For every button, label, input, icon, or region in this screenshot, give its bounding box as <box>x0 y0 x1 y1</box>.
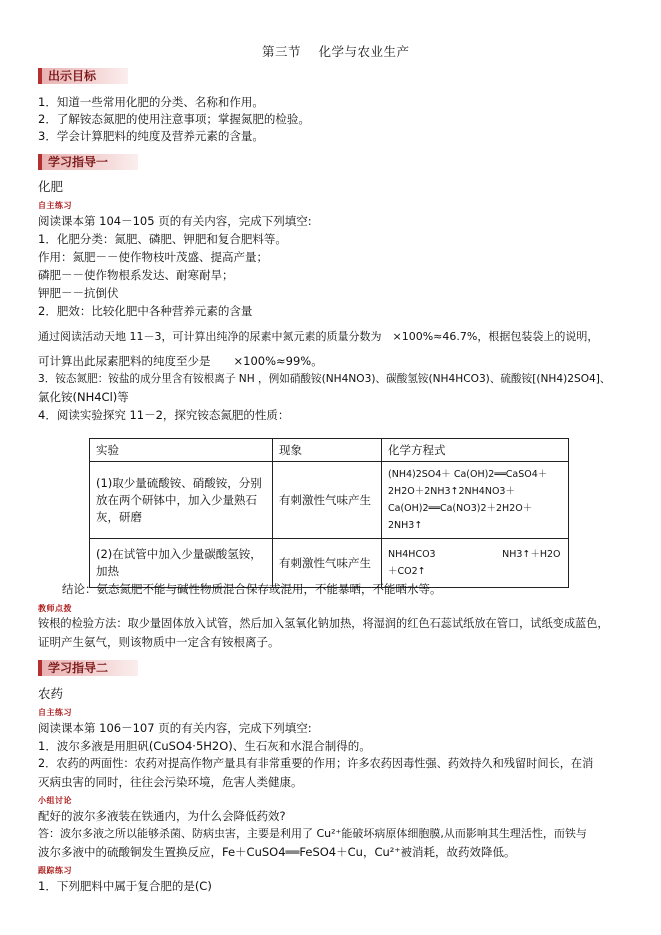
page-title: 第三节 化学与农业生产 <box>262 44 410 59</box>
tip-line-0: 铵根的检验方法：取少量固体放入试管，然后加入氢氧化钠加热，将湿润的红色石蕊试纸放在管口，试纸变成蓝色， <box>38 617 609 630</box>
conclusion: 结论：氨态氮肥不能与碱性物质混合保存或混用，不能暴晒，不能晒水等。 <box>62 582 442 596</box>
s1-line-0: 阅读课本第 104－105 页的有关内容，完成下列填空: <box>38 214 312 228</box>
tag-group-discuss: 小组讨论 <box>38 796 72 805</box>
tag-self-study-2: 自主练习 <box>38 708 72 717</box>
cell-equation: (NH4)2SO4＋ Ca(OH)2══CaSO4＋2H2O＋2NH3↑2NH4NO3＋Ca(OH)2══Ca(NO3)2＋2H2O＋2NH3↑ <box>382 462 569 539</box>
goal-1: 1．知道一些常用化肥的分类、名称和作用。 <box>38 95 264 109</box>
table-header: 现象 <box>273 439 382 462</box>
s2-line-0: 阅读课本第 106－107 页的有关内容，完成下列填空: <box>38 721 312 735</box>
cell-experiment: (2)在试管中加入少量碳酸氢铵，加热 <box>90 539 273 588</box>
table-header: 化学方程式 <box>382 439 569 462</box>
section2-heading: 农药 <box>38 686 64 701</box>
s1-line-4: 钾肥－－抗倒伏 <box>38 286 119 300</box>
s2-line-3: 灭病虫害的同时，往往会污染环境，危害人类健康。 <box>38 775 303 789</box>
table-row <box>90 539 569 588</box>
discussion-answer-0: 答：波尔多液之所以能够杀菌、防病虫害，主要是利用了 Cu²⁺能破坏病原体细胞膜,从而影响其生理活性，而铁与 <box>38 827 587 840</box>
table-header-row <box>90 439 569 462</box>
s2-line-1: 1．波尔多液是用胆矾(CuSO4·5H2O)、生石灰和水混合制得的。 <box>38 739 371 753</box>
s1-line-9: 氯化铵(NH4Cl)等 <box>38 390 129 404</box>
section1-heading: 化肥 <box>38 179 64 194</box>
s1-line-3: 磷肥－－使作物根系发达、耐寒耐旱； <box>38 268 234 282</box>
s1-line-10: 4．阅读实验探究 11－2，探究铵态氮肥的性质： <box>38 408 290 422</box>
banner-goals: 出示目标 <box>38 68 128 84</box>
practice-question-1: 1．下列肥料中属于复合肥的是(C) <box>38 879 212 893</box>
discussion-answer-1: 波尔多液中的硫酸铜发生置换反应，Fe＋CuSO4══FeSO4＋Cu，Cu²⁺被消耗，故药效降低。 <box>38 845 516 859</box>
s1-line-7: 可计算出此尿素肥料的纯度至少是 ×100%≈99%。 <box>38 354 323 368</box>
s1-line-8: 3．铵态氮肥：铵盐的成分里含有铵根离子 NH ，例如硝酸铵(NH4NO3)、碳酸氢铵(NH4HCO3)、硫酸铵[(NH4)2SO4]、 <box>38 373 611 385</box>
table-header: 实验 <box>90 439 273 462</box>
tag-self-study-1: 自主练习 <box>38 201 72 210</box>
s1-line-6: 通过阅读活动天地 11－3，可计算出纯净的尿素中氮元素的质量分数为 ×100%≈46.7%，根据包装袋上的说明， <box>38 330 599 343</box>
cell-phenomenon: 有刺激性气味产生 <box>273 462 382 539</box>
banner-guide1: 学习指导一 <box>38 154 138 170</box>
tag-practice: 跟踪练习 <box>38 866 72 875</box>
goal-2: 2．了解铵态氮肥的使用注意事项；掌握氮肥的检验。 <box>38 112 310 126</box>
cell-phenomenon: 有刺激性气味产生 <box>273 539 382 588</box>
goal-3: 3．学会计算肥料的纯度及营养元素的含量。 <box>38 129 264 143</box>
s1-line-5: 2．肥效：比较化肥中各种营养元素的含量 <box>38 304 253 318</box>
cell-equation: NH4HCO3 NH3↑＋H2O＋CO2↑ <box>382 539 569 588</box>
tag-teacher-tip: 教师点拨 <box>38 604 72 613</box>
s2-line-2: 2．农药的两面性：农药对提高作物产量具有非常重要的作用；许多农药因毒性强、药效持久和残留时间长，在消 <box>38 757 594 770</box>
experiment-table <box>89 438 569 588</box>
s1-line-1: 1．化肥分类：氮肥、磷肥、钾肥和复合肥料等。 <box>38 232 287 246</box>
s1-line-2: 作用：氮肥－－使作物枝叶茂盛、提高产量； <box>38 250 268 264</box>
table-row <box>90 462 569 539</box>
banner-guide2: 学习指导二 <box>38 660 138 676</box>
cell-experiment: (1)取少量硫酸铵、硝酸铵，分别放在两个研钵中，加入少量熟石灰，研磨 <box>90 462 273 539</box>
tip-line-1: 证明产生氨气，则该物质中一定含有铵根离子。 <box>38 635 280 649</box>
discussion-question: 配好的波尔多液装在铁通内，为什么会降低药效? <box>38 809 286 823</box>
